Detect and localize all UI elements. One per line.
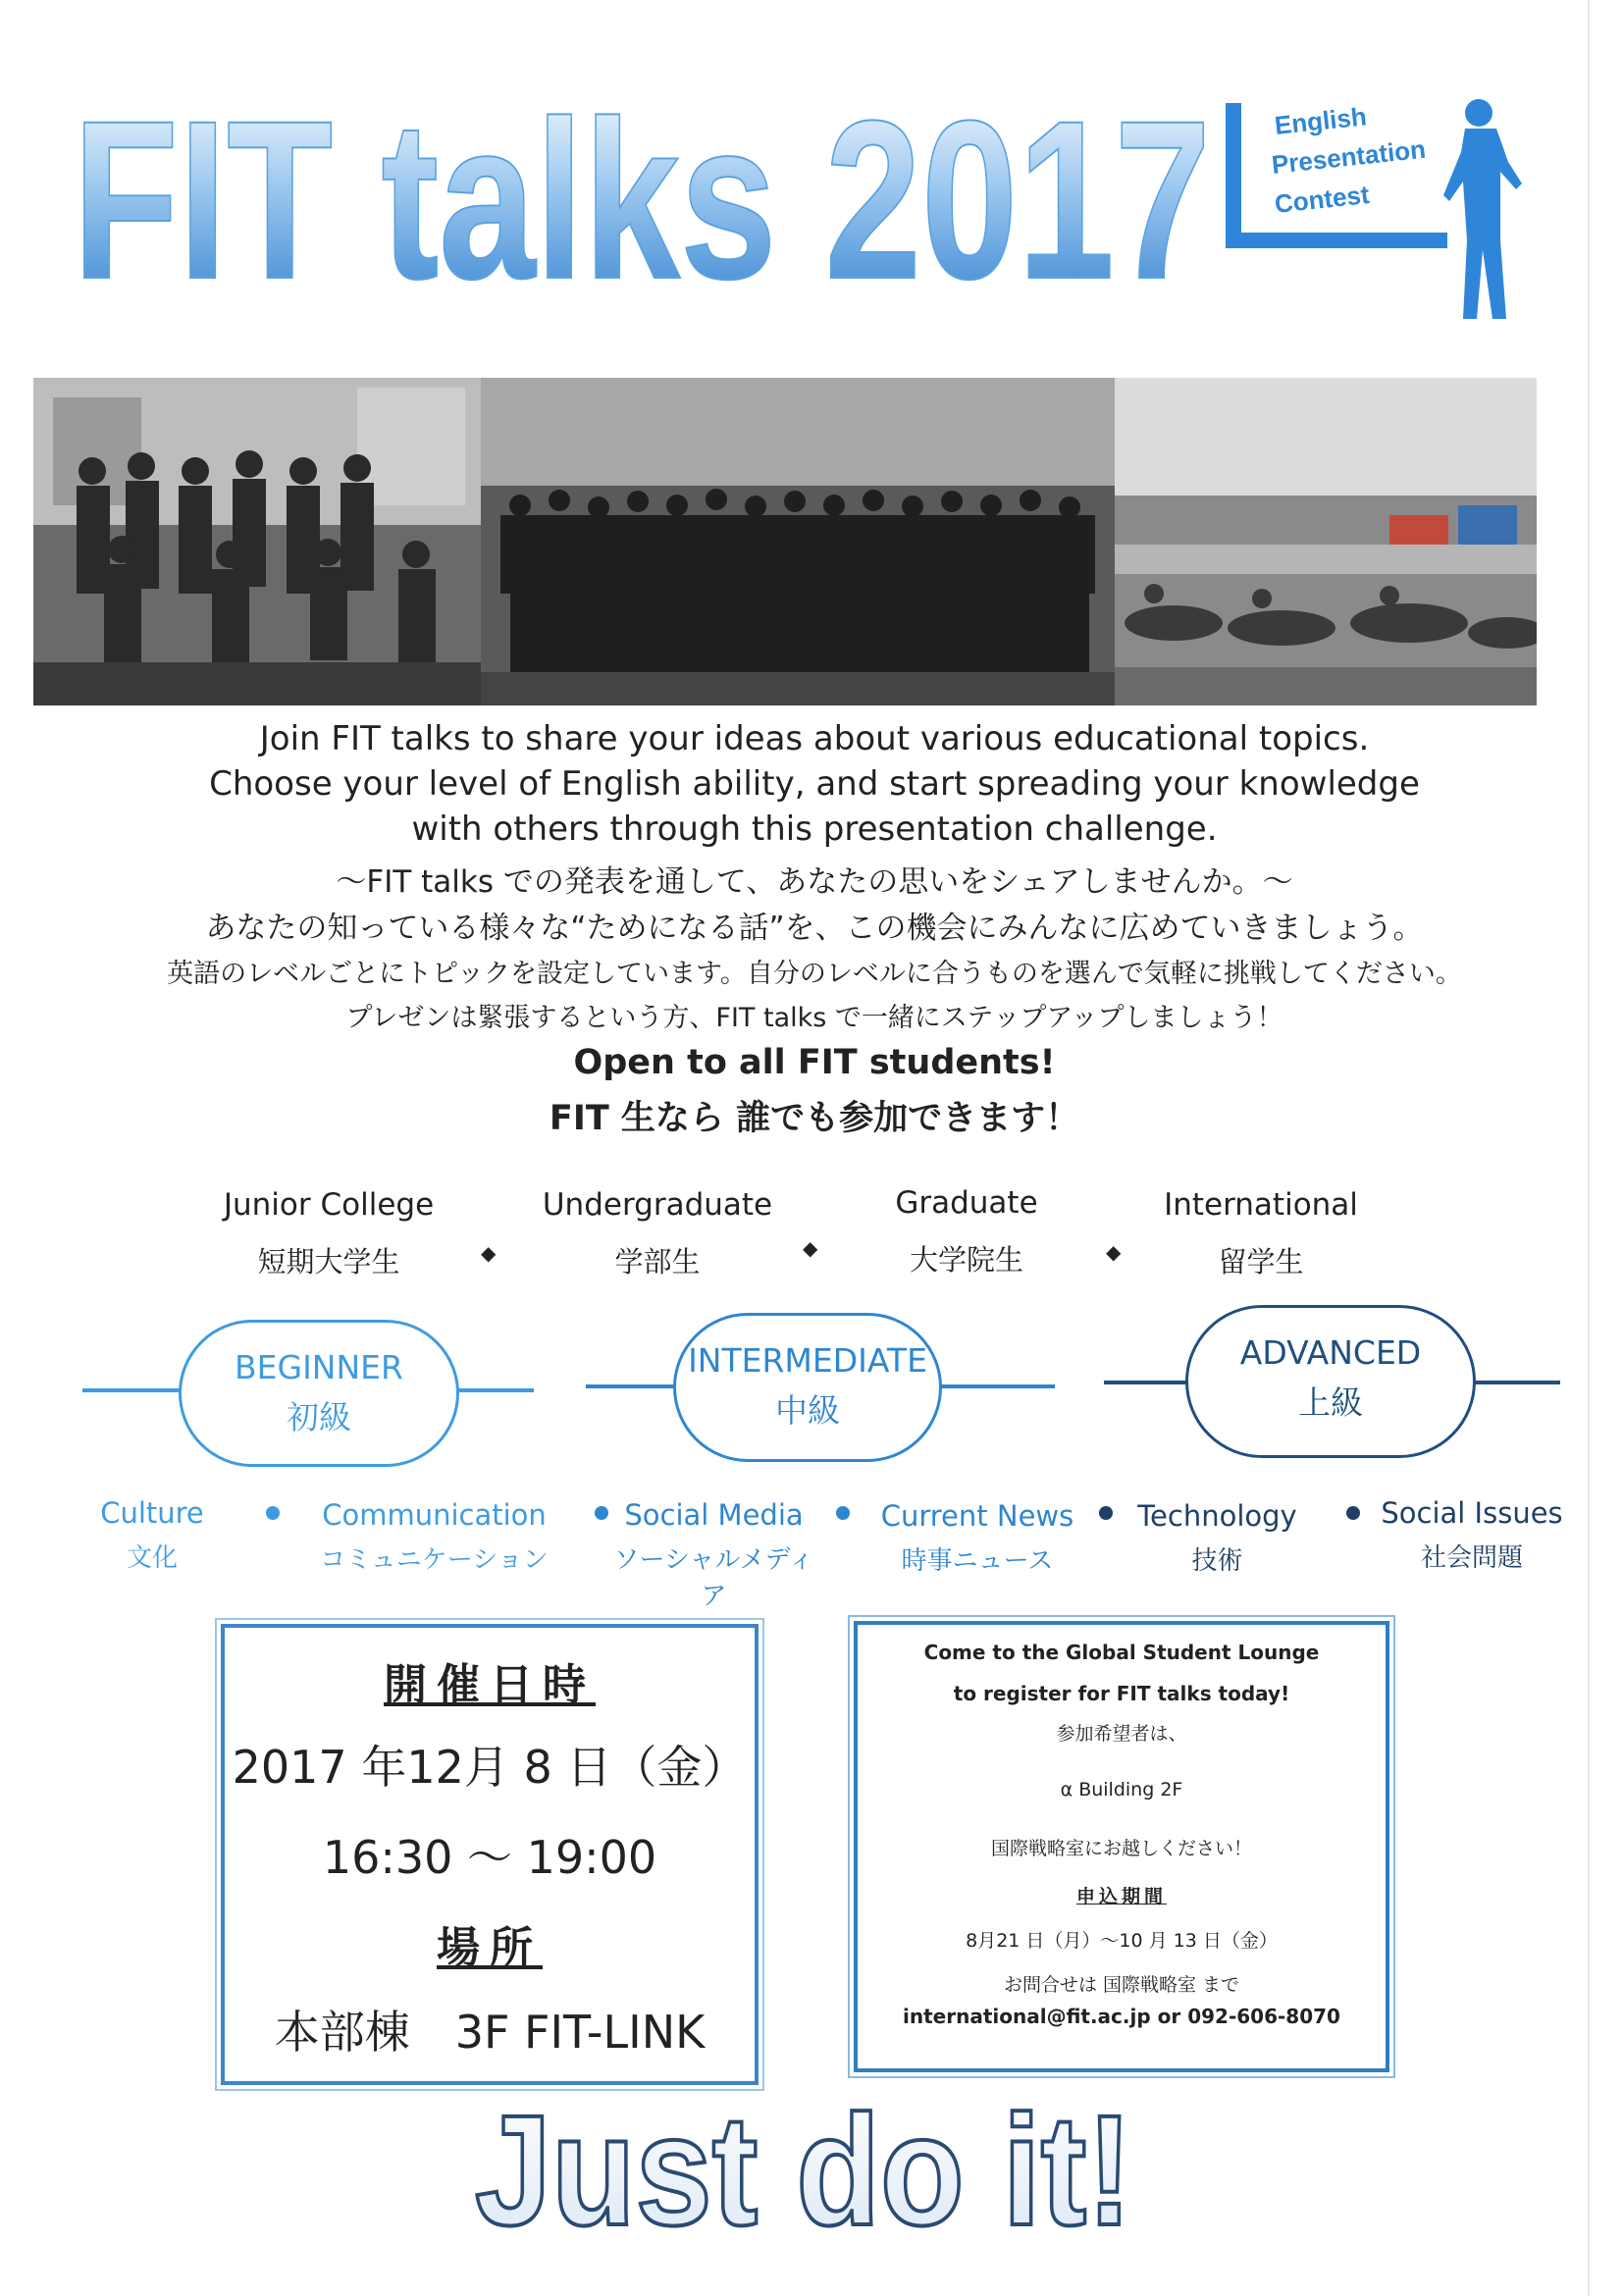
intro-jp-line-3: 英語のレベルごとにトピックを設定しています。自分のレベルに合うものを選んで気軽に挑戦してください。 bbox=[167, 959, 1462, 989]
title-text: FIT talks 2017 bbox=[73, 77, 1211, 312]
presenter-silhouette-icon bbox=[1443, 99, 1522, 319]
bullet-dot-icon bbox=[1346, 1506, 1360, 1520]
svg-text:Contest: Contest bbox=[1273, 180, 1371, 219]
register-info-box bbox=[854, 1621, 1389, 2072]
register-line-2: to register for FIT talks today! bbox=[953, 1682, 1290, 1705]
date-heading: 開催日時 bbox=[384, 1660, 596, 1710]
register-contact: お問合せは 国際戦略室 まで bbox=[1003, 1974, 1240, 1996]
register-email-phone: international@fit.ac.jp or 092-606-8070 bbox=[903, 2005, 1340, 2028]
intro-jp-line-1: ～FIT talks での発表を通して、あなたの思いをシェアしませんか。～ bbox=[336, 864, 1293, 900]
bullet-dot-icon bbox=[595, 1506, 608, 1520]
event-date: 2017 年12月 8 日（金） bbox=[232, 1741, 748, 1794]
group-photo-1 bbox=[33, 378, 481, 705]
lounge-photo bbox=[1115, 378, 1537, 705]
topic-communication: Communication コミュニケーション bbox=[320, 1498, 549, 1575]
group-photo-2 bbox=[481, 378, 1115, 705]
level-intermediate: INTERMEDIATE 中級 bbox=[673, 1313, 942, 1462]
topic-social-issues: Social Issues 社会問題 bbox=[1381, 1496, 1563, 1573]
topic-technology: Technology 技術 bbox=[1137, 1499, 1297, 1576]
bullet-dot-icon bbox=[266, 1506, 280, 1520]
category-undergraduate: Undergraduate 学部生 bbox=[542, 1187, 773, 1278]
bullet-dot-icon bbox=[836, 1506, 850, 1520]
level-advanced: ADVANCED 上級 bbox=[1185, 1305, 1476, 1458]
period-heading: 申込期間 bbox=[1075, 1886, 1167, 1907]
event-place: 本部棟 3F FIT-LINK bbox=[274, 2006, 706, 2059]
topic-culture: Culture 文化 bbox=[100, 1496, 204, 1573]
place-heading: 場所 bbox=[437, 1923, 543, 1973]
intro-en-line-2: Choose your level of English ability, and start spreading your knowledge bbox=[209, 764, 1420, 804]
open-to-all-en: Open to all FIT students! bbox=[573, 1043, 1056, 1082]
register-period: 8月21 日（月）～10 月 13 日（金） bbox=[966, 1930, 1278, 1952]
intro-jp-line-4: プレゼンは緊張するという方、FIT talks で一緒にステップアップしましょう！ bbox=[345, 1003, 1283, 1033]
svg-text:English: English bbox=[1273, 101, 1369, 140]
register-building: α Building 2F bbox=[1060, 1779, 1183, 1800]
diamond-icon: ◆ bbox=[803, 1236, 818, 1260]
bullet-dot-icon bbox=[1099, 1506, 1113, 1520]
register-line-1: Come to the Global Student Lounge bbox=[923, 1641, 1320, 1664]
register-line-3: 参加希望者は、 bbox=[1056, 1723, 1187, 1745]
footer-slogan bbox=[471, 2085, 1138, 2242]
page-edge bbox=[1588, 0, 1590, 2296]
event-time: 16:30 ～ 19:00 bbox=[322, 1831, 657, 1884]
intro-en-line-3: with others through this presentation challenge. bbox=[411, 809, 1218, 849]
intro-jp-line-2: あなたの知っている様々な“ためになる話”を、この機会にみんなに広めていきましょう。 bbox=[205, 911, 1424, 946]
diamond-icon: ◆ bbox=[481, 1241, 497, 1265]
topic-social-media: Social Media ソーシャルメディア bbox=[613, 1498, 814, 1611]
register-line-5: 国際戦略室にお越しください！ bbox=[990, 1838, 1252, 1859]
slogan-text: Just do it! bbox=[475, 2085, 1132, 2242]
category-junior-college: Junior College 短期大学生 bbox=[223, 1187, 435, 1278]
intro-en-line-1: Join FIT talks to share your ideas about various educational topics. bbox=[259, 719, 1370, 758]
svg-text:Presentation: Presentation bbox=[1270, 133, 1428, 180]
diamond-icon: ◆ bbox=[1106, 1240, 1122, 1264]
event-info-box bbox=[221, 1624, 759, 2085]
page-title bbox=[69, 77, 1217, 312]
topic-current-news: Current News 時事ニュース bbox=[880, 1499, 1074, 1576]
category-international: International 留学生 bbox=[1164, 1187, 1358, 1278]
level-beginner: BEGINNER 初級 bbox=[179, 1320, 459, 1467]
category-graduate: Graduate 大学院生 bbox=[895, 1185, 1038, 1277]
contest-badge bbox=[1222, 93, 1545, 329]
open-to-all-jp: FIT 生なら 誰でも参加できます！ bbox=[549, 1099, 1080, 1138]
